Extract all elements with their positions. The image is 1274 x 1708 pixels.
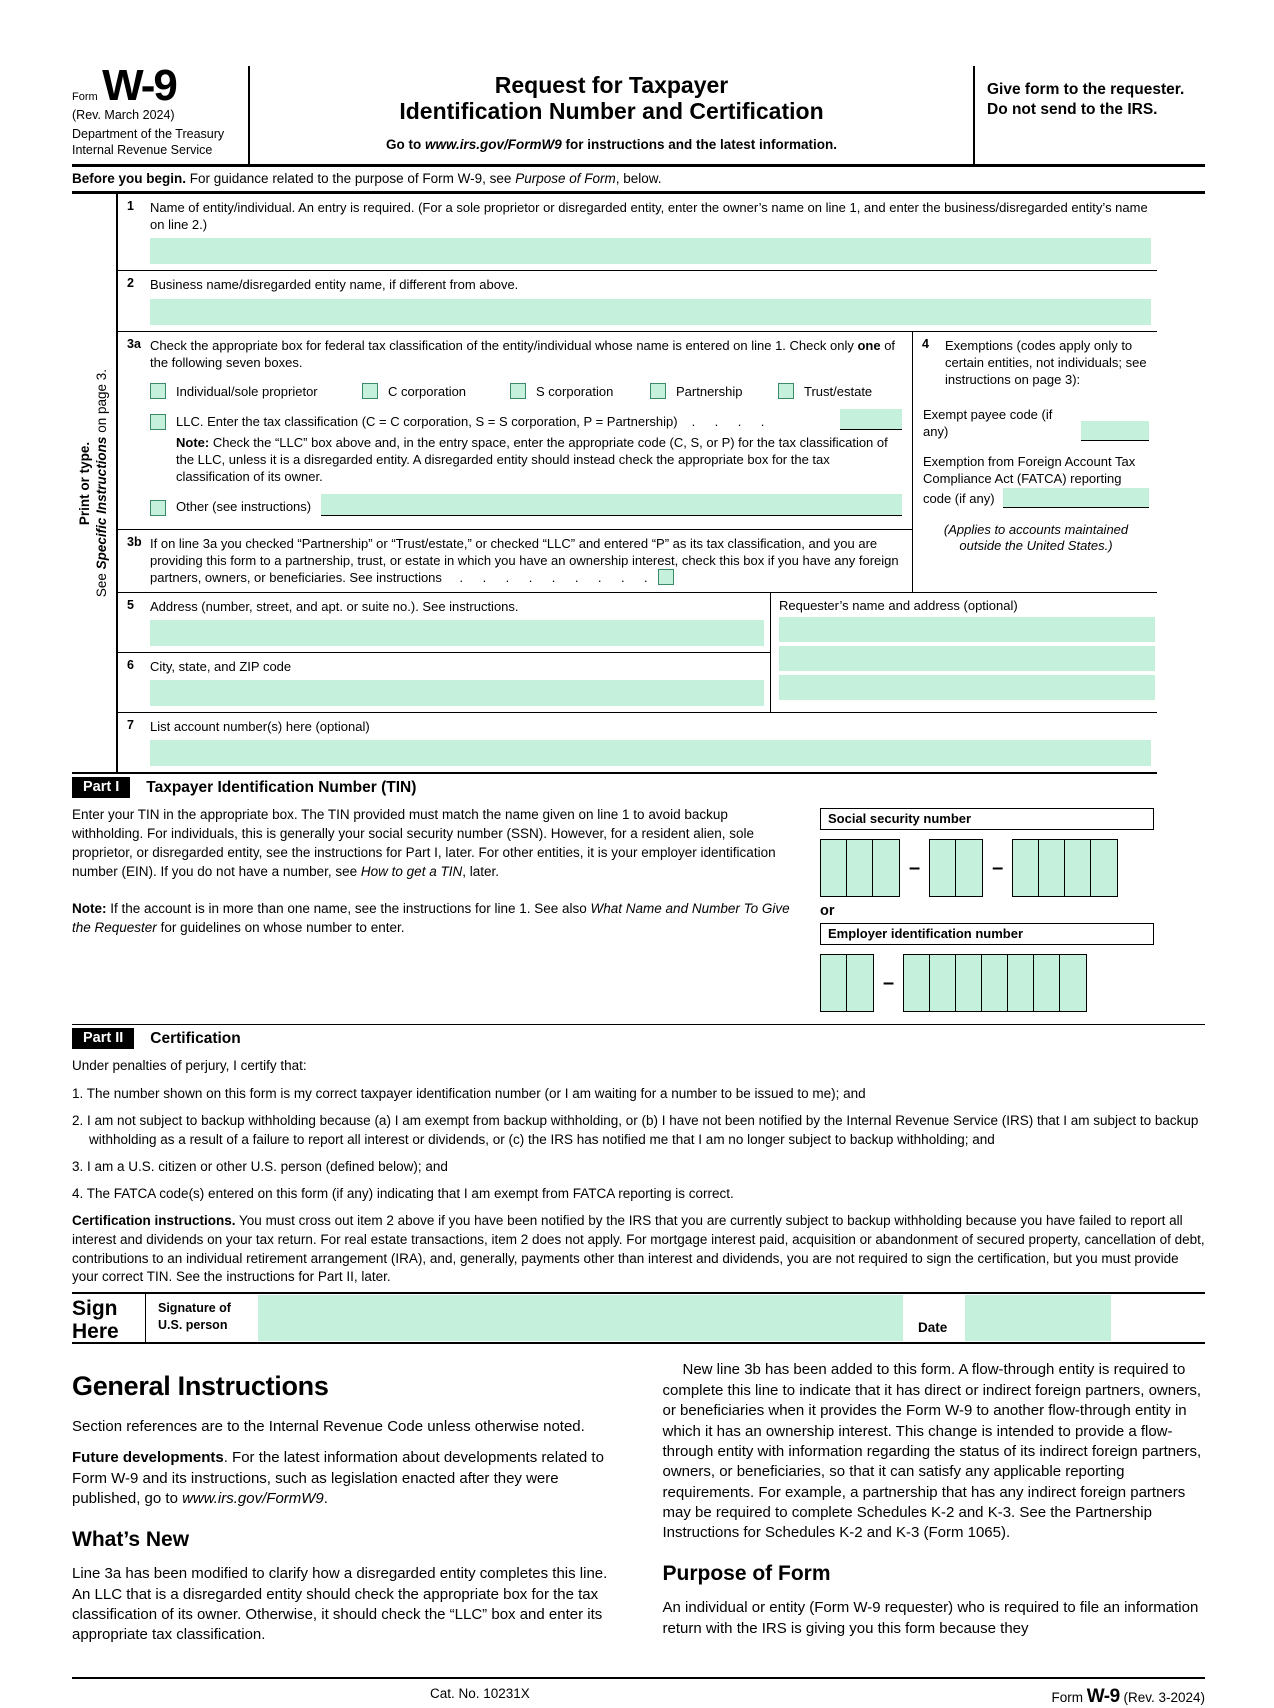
print-or-type-label: Print or type. — [77, 441, 93, 525]
fatca-label-line1: Exemption from Foreign Account Tax Compliance Act (FATCA) reporting — [923, 453, 1136, 486]
form-id-block — [72, 61, 250, 164]
form-header — [72, 61, 1205, 167]
line3-and-4-region — [118, 332, 1157, 593]
part1-note: Note: If the account is in more than one name, see the instructions for line 1. See also What Name and Number To Give the Requester for guidelines on whose number to enter. — [72, 901, 790, 935]
ein-input-cells: – — [820, 954, 1154, 1012]
form-title-block — [250, 66, 975, 164]
ssn-cell[interactable] — [1065, 840, 1091, 896]
individual-checkbox-label: Individual/sole proprietor — [176, 383, 318, 399]
line2-label: Business name/disregarded entity name, if different from above. — [150, 277, 519, 293]
certification-instructions: Certification instructions. You must cross out item 2 above if you have been notified by the IRS that you are currently subject to backup withholding because you have failed to report all interest and dividends on your tax return. For real estate transactions, item 2 does not apply. For mortgage interest paid, acquisition or abandonment of secured property, cancellation of debt, contributions to an individual retirement arrangement (IRA), and, generally, payments other than interest and dividends, you are not required to sign the certification, but you must provide your correct TIN. See the instructions for Part II, later. — [72, 1212, 1205, 1285]
llc-checkbox[interactable] — [150, 414, 166, 430]
sign-here-row — [72, 1292, 1205, 1344]
general-instructions — [72, 1360, 1205, 1656]
c-corporation-checkbox-label: C corporation — [388, 383, 467, 399]
ein-cell[interactable] — [847, 955, 873, 1011]
requester-input-3[interactable] — [779, 675, 1155, 700]
whats-new-text: Line 3a has been modified to clarify how a disregarded entity completes this line. An LLC that is a disregarded entity should check the appropriate box for the tax classification of its owner. Otherwise, it should check the “LLC” box and enter its appropriate tax classification. — [72, 1565, 608, 1644]
new-line-3b-text: New line 3b has been added to this form. A flow-through entity is required to complete this line to indicate that it has direct or indirect foreign partners, owners, or beneficiaries when it provides the Form W-9 to another flow-through entity in which it has an ownership interest. This change is intended to provide a flow-through entity with information regarding the status of its indirect foreign partners, owners, or beneficiaries, so that it can satisfy any applicable reporting requirements. For example, a partnership that has any indirect foreign partners may be required to complete Schedules K-2 and K-3. See the Partnership Instructions for Schedules K-2 and K-3 (Form 1065). — [662, 1361, 1202, 1542]
or-label: or — [820, 903, 835, 920]
certification-item-3: 3. I am a U.S. citizen or other U.S. person (defined below); and — [72, 1159, 448, 1174]
irs-url: www.irs.gov/FormW9 — [424, 136, 562, 152]
form-fields-table — [72, 194, 1157, 774]
give-form-note: Give form to the requester. Do not send to the IRS. — [987, 81, 1185, 119]
line3a-number: 3a — [127, 336, 141, 351]
form-footer — [72, 1677, 1205, 1708]
part2-header — [72, 1024, 1205, 1052]
ssn-cell[interactable] — [930, 840, 956, 896]
before-you-begin: Before you begin. For guidance related to the purpose of Form W-9, see Purpose of Form, below. — [72, 167, 1205, 194]
fatca-code-input[interactable] — [1003, 488, 1149, 508]
ein-cell[interactable] — [956, 955, 982, 1011]
line3a-row — [118, 332, 912, 530]
ssn-cell[interactable] — [847, 840, 873, 896]
llc-label: LLC. Enter the tax classification (C = C corporation, S = S corporation, P = Partnership) — [176, 413, 678, 429]
catalog-number: Cat. No. 10231X — [430, 1685, 530, 1701]
purpose-of-form-text: An individual or entity (Form W-9 requester) who is required to file an information return with the IRS is giving you this form because they — [662, 1599, 1199, 1637]
account-numbers-input[interactable] — [150, 740, 1151, 766]
line1-row — [118, 194, 1157, 271]
line3a-label: Check the appropriate box for federal tax classification of the entity/individual whose name is entered on line 1. Check only one of the following seven boxes. — [150, 337, 896, 370]
llc-dot-leaders: . . . . — [691, 413, 766, 429]
instructions-left-column — [72, 1360, 615, 1656]
irs-dept-label: Internal Revenue Service — [72, 142, 213, 157]
ssn-label: Social security number — [820, 808, 1154, 830]
ssn-cell[interactable] — [956, 840, 982, 896]
tin-box-area — [802, 806, 1204, 1018]
goto-instructions: Go to www.irs.gov/FormW9 for instructions and the latest information. — [385, 136, 838, 152]
ein-cell[interactable] — [1034, 955, 1060, 1011]
instructions-right-column — [663, 1360, 1206, 1656]
exempt-payee-label: Exempt payee code (if any) — [923, 407, 1053, 439]
line1-number: 1 — [127, 199, 134, 214]
ssn-input-cells: – – — [820, 839, 1154, 897]
part1-header — [72, 774, 1205, 801]
line2-row — [118, 271, 1157, 331]
applies-note: (Applies to accounts maintained outside the United States.) — [943, 521, 1129, 554]
part1-title: Taxpayer Identification Number (TIN) — [146, 778, 417, 796]
partnership-checkbox-label: Partnership — [676, 383, 743, 399]
ein-label: Employer identification number — [820, 923, 1154, 945]
date-label: Date — [918, 1320, 948, 1336]
form-number: W-9 — [102, 61, 176, 110]
future-developments-text: Future developments. For the latest information about developments related to Form W-9 and its instructions, such as legislation enacted after they were published, go to www.irs.gov/FormW9. — [72, 1449, 604, 1508]
line4-label: Exemptions (codes apply only to certain entities, not individuals; see instructions on page 3): — [945, 337, 1147, 387]
ssn-cell[interactable] — [1091, 840, 1117, 896]
other-checkbox[interactable] — [150, 500, 166, 516]
fatca-label-line2: code (if any) — [923, 490, 995, 506]
part2-title: Certification — [150, 1029, 241, 1047]
form-revision: (Rev. March 2024) — [72, 107, 175, 122]
s-corporation-checkbox[interactable] — [510, 383, 526, 399]
line6-label: City, state, and ZIP code — [150, 659, 292, 675]
purpose-of-form-title: Purpose of Form — [662, 1561, 831, 1585]
address-input[interactable] — [150, 620, 764, 646]
line7-number: 7 — [127, 718, 134, 733]
form-word: Form — [72, 91, 98, 103]
sign-here-label: Sign Here — [72, 1294, 146, 1342]
treasury-dept-label: Department of the Treasury — [72, 126, 225, 141]
whats-new-title: What’s New — [72, 1527, 190, 1551]
s-corporation-checkbox-label: S corporation — [536, 383, 614, 399]
line1-label: Name of entity/individual. An entry is required. (For a sole proprietor or disregarded entity, enter the owner’s name on line 1, and enter the business/disregarded entity’s name on line 2.) — [150, 200, 1148, 233]
ein-cell[interactable] — [1008, 955, 1034, 1011]
ssn-cell[interactable] — [1039, 840, 1065, 896]
general-instructions-title: General Instructions — [72, 1371, 329, 1402]
line3b-number: 3b — [127, 534, 142, 549]
part2-badge: Part II — [72, 1028, 134, 1049]
ssn-cell[interactable] — [1013, 840, 1039, 896]
line6-number: 6 — [127, 658, 134, 673]
certification-intro: Under penalties of perjury, I certify that: — [72, 1058, 307, 1074]
exempt-payee-code-input[interactable] — [1081, 421, 1149, 441]
print-or-type-sidebar: Print or type. See Specific Instructions on page 3. — [77, 369, 109, 598]
line7-row — [118, 713, 1157, 772]
llc-note: Note: Check the “LLC” box above and, in the entry space, enter the appropriate code (C, S, or P) for the tax classification of the LLC, unless it is a disregarded entity. A disregarded entity should instead check the appropriate box for the tax classification of its owner. — [176, 435, 888, 485]
line6-row — [118, 653, 770, 712]
line5-row — [118, 593, 770, 653]
line4-column — [912, 332, 1157, 592]
ein-cell[interactable] — [982, 955, 1008, 1011]
ein-cell[interactable] — [1060, 955, 1086, 1011]
c-corporation-checkbox[interactable] — [362, 383, 378, 399]
city-state-zip-input[interactable] — [150, 680, 764, 706]
certification-item-2: 2. I am not subject to backup withholding because (a) I am exempt from backup withholding, or (b) I have not been notified by the Internal Revenue Service (IRS) that I am subject to backup withholding as a result of a failure to report all interest or dividends, or (c) the IRS has notified me that I am no longer subject to backup withholding; and — [72, 1113, 1199, 1148]
business-name-input[interactable] — [150, 299, 1151, 325]
ein-cell[interactable] — [904, 955, 930, 1011]
requester-label: Requester’s name and address (optional) — [779, 597, 1018, 613]
line3b-dot-leaders: . . . . . . . . . — [459, 569, 649, 585]
part1-body — [72, 801, 1205, 1024]
ein-cell[interactable] — [821, 955, 847, 1011]
line3b-row — [118, 530, 912, 592]
partnership-checkbox[interactable] — [650, 383, 666, 399]
form-title-line2: Identification Number and Certification — [399, 98, 824, 125]
ssn-cell[interactable] — [821, 840, 847, 896]
trust-estate-checkbox[interactable] — [778, 383, 794, 399]
line3b-label: If on line 3a you checked “Partnership” or “Trust/estate,” or checked “LLC” and entered “P” as its tax classification, and you are providing this form to a partnership, trust, or estate in which you have an ownership interest, check this box if you have any foreign partners, owners, or beneficiaries. See instructions — [150, 535, 899, 585]
line2-number: 2 — [127, 276, 134, 291]
certification-item-1: 1. The number shown on this form is my correct taxpayer identification number (or I am waiting for a number to be issued to me); and — [72, 1086, 866, 1102]
signature-label: Signature of U.S. person — [158, 1301, 231, 1332]
ein-cell[interactable] — [930, 955, 956, 1011]
section-references-text: Section references are to the Internal Revenue Code unless otherwise noted. — [72, 1418, 585, 1436]
line5-number: 5 — [127, 597, 134, 612]
llc-classification-input[interactable] — [840, 409, 902, 430]
footer-form-id: Form W-9 (Rev. 3-2024) — [1051, 1685, 1205, 1707]
requester-input-2[interactable] — [779, 646, 1155, 671]
signature-input[interactable] — [258, 1295, 903, 1341]
irs-url-instructions: www.irs.gov/FormW9 — [182, 1490, 324, 1508]
other-input[interactable] — [321, 494, 902, 516]
trust-estate-checkbox-label: Trust/estate — [804, 383, 873, 399]
date-input[interactable] — [965, 1295, 1111, 1341]
line5-6-region — [118, 593, 1157, 713]
requester-input-1[interactable] — [779, 617, 1155, 642]
line4-number: 4 — [922, 336, 929, 351]
requester-column — [770, 593, 1157, 712]
other-checkbox-label: Other (see instructions) — [176, 499, 312, 515]
certification-item-4: 4. The FATCA code(s) entered on this form (if any) indicating that I am exempt from FATCA reporting is correct. — [72, 1185, 734, 1201]
name-input[interactable] — [150, 238, 1151, 264]
part1-badge: Part I — [72, 777, 130, 798]
part2-body — [72, 1057, 1205, 1287]
line5-label: Address (number, street, and apt. or suite no.). See instructions. — [150, 598, 519, 614]
ssn-cell[interactable] — [873, 840, 899, 896]
form-title-line1: Request for Taxpayer — [494, 72, 729, 98]
line7-label: List account number(s) here (optional) — [150, 719, 370, 735]
individual-checkbox[interactable] — [150, 383, 166, 399]
foreign-partners-checkbox[interactable] — [658, 569, 674, 585]
part1-instructions: Enter your TIN in the appropriate box. The TIN provided must match the name given on line 1 to avoid backup withholding. For individuals, this is generally your social security number (SSN). However, for a resident alien, sole proprietor, or disregarded entity, see the instructions for Part I, later. For other entities, it is your employer identification number (EIN). If you do not have a number, see How to get a TIN, later. — [72, 807, 776, 880]
